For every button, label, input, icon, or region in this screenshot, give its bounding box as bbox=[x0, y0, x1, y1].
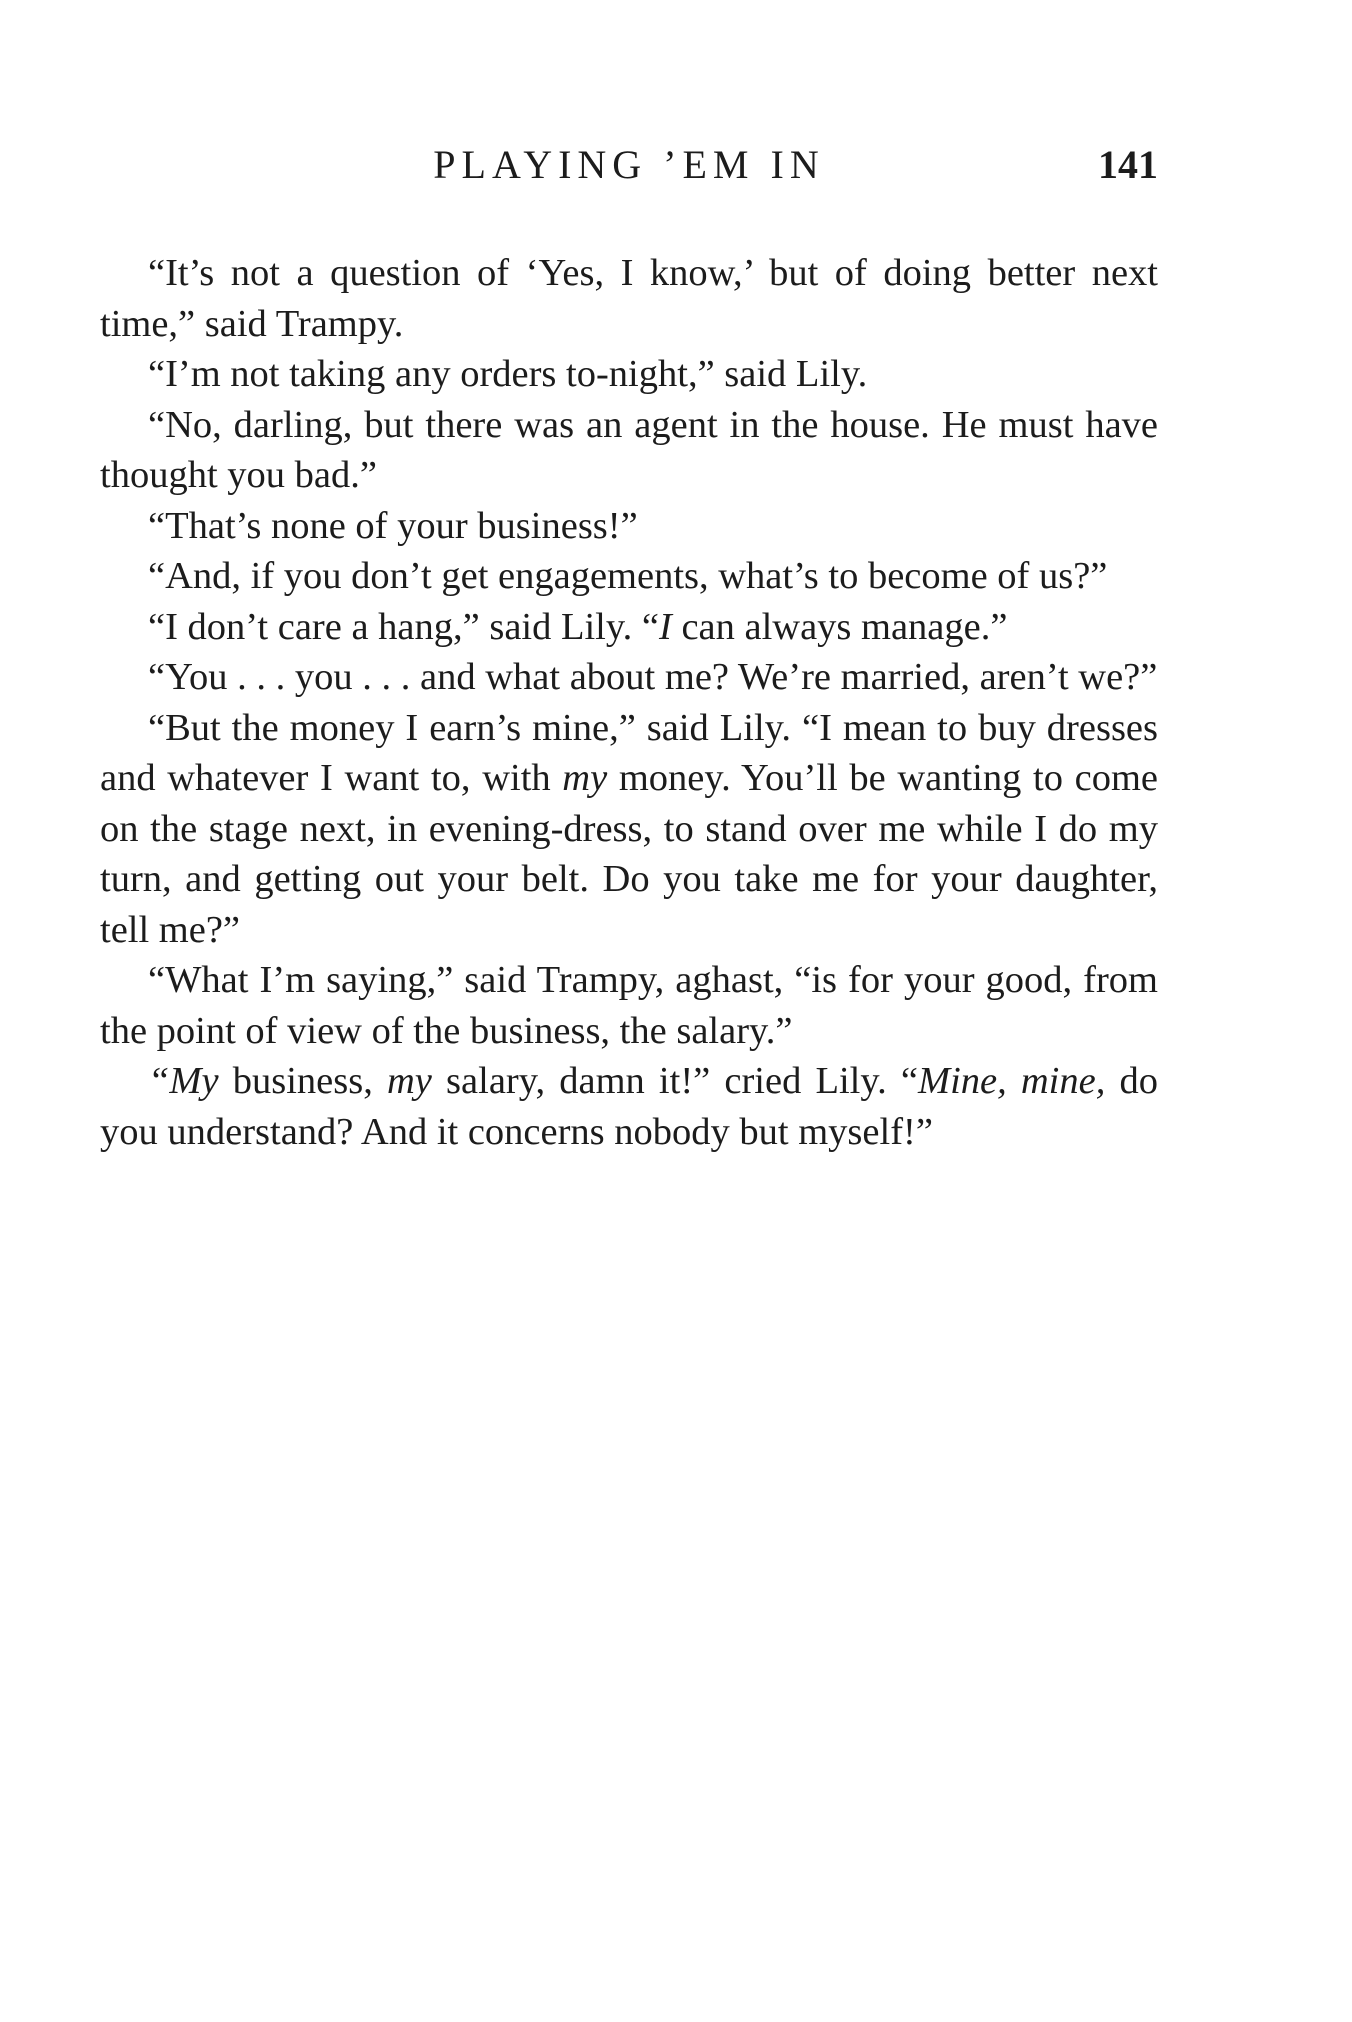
paragraph: “My business, my salary, damn it!” cried Lily. “Mine, mine, do you understand? And it concerns nobody but myself!” bbox=[100, 1060, 1158, 1153]
paragraph: “And, if you don’t get engagements, what’s to become of us?” bbox=[148, 555, 1108, 597]
paragraph: “You . . . you . . . and what about me? We’re married, aren’t we?” bbox=[148, 656, 1158, 698]
paragraph: “I’m not taking any orders to-night,” said Lily. bbox=[148, 353, 868, 395]
italic-text: my bbox=[387, 1060, 432, 1102]
italic-text: “ bbox=[148, 1060, 170, 1102]
running-head bbox=[100, 135, 1158, 195]
page-number: 141 bbox=[1098, 142, 1158, 187]
italic-text: Mine, mine, bbox=[918, 1060, 1106, 1102]
paragraph: “I don’t care a hang,” said Lily. “I can always manage.” bbox=[148, 605, 1008, 648]
italic-text: My bbox=[169, 1060, 219, 1102]
italic-text: my bbox=[562, 757, 608, 799]
running-title: PLAYING ’EM IN bbox=[433, 142, 825, 187]
paragraph: “It’s not a question of ‘Yes, I know,’ but of doing better next time,” said Trampy. bbox=[100, 252, 1158, 345]
paragraph: “But the money I earn’s mine,” said Lily. “I mean to buy dresses and whatever I want to, with my money. You’ll be wanting to come on the stage next, in evening-dress, to stand over me while I do my turn, and getting out your belt. Do you take me for your daughter, tell me?” bbox=[100, 706, 1158, 951]
body-text bbox=[100, 248, 1158, 1157]
paragraph: “What I’m saying,” said Trampy, aghast, “is for your good, from the point of view of the business, the salary.” bbox=[100, 959, 1158, 1052]
paragraph: “That’s none of your business!” bbox=[148, 504, 638, 547]
italic-text: I bbox=[658, 605, 672, 648]
paragraph: “No, darling, but there was an agent in the house. He must have thought you bad.” bbox=[100, 403, 1158, 496]
